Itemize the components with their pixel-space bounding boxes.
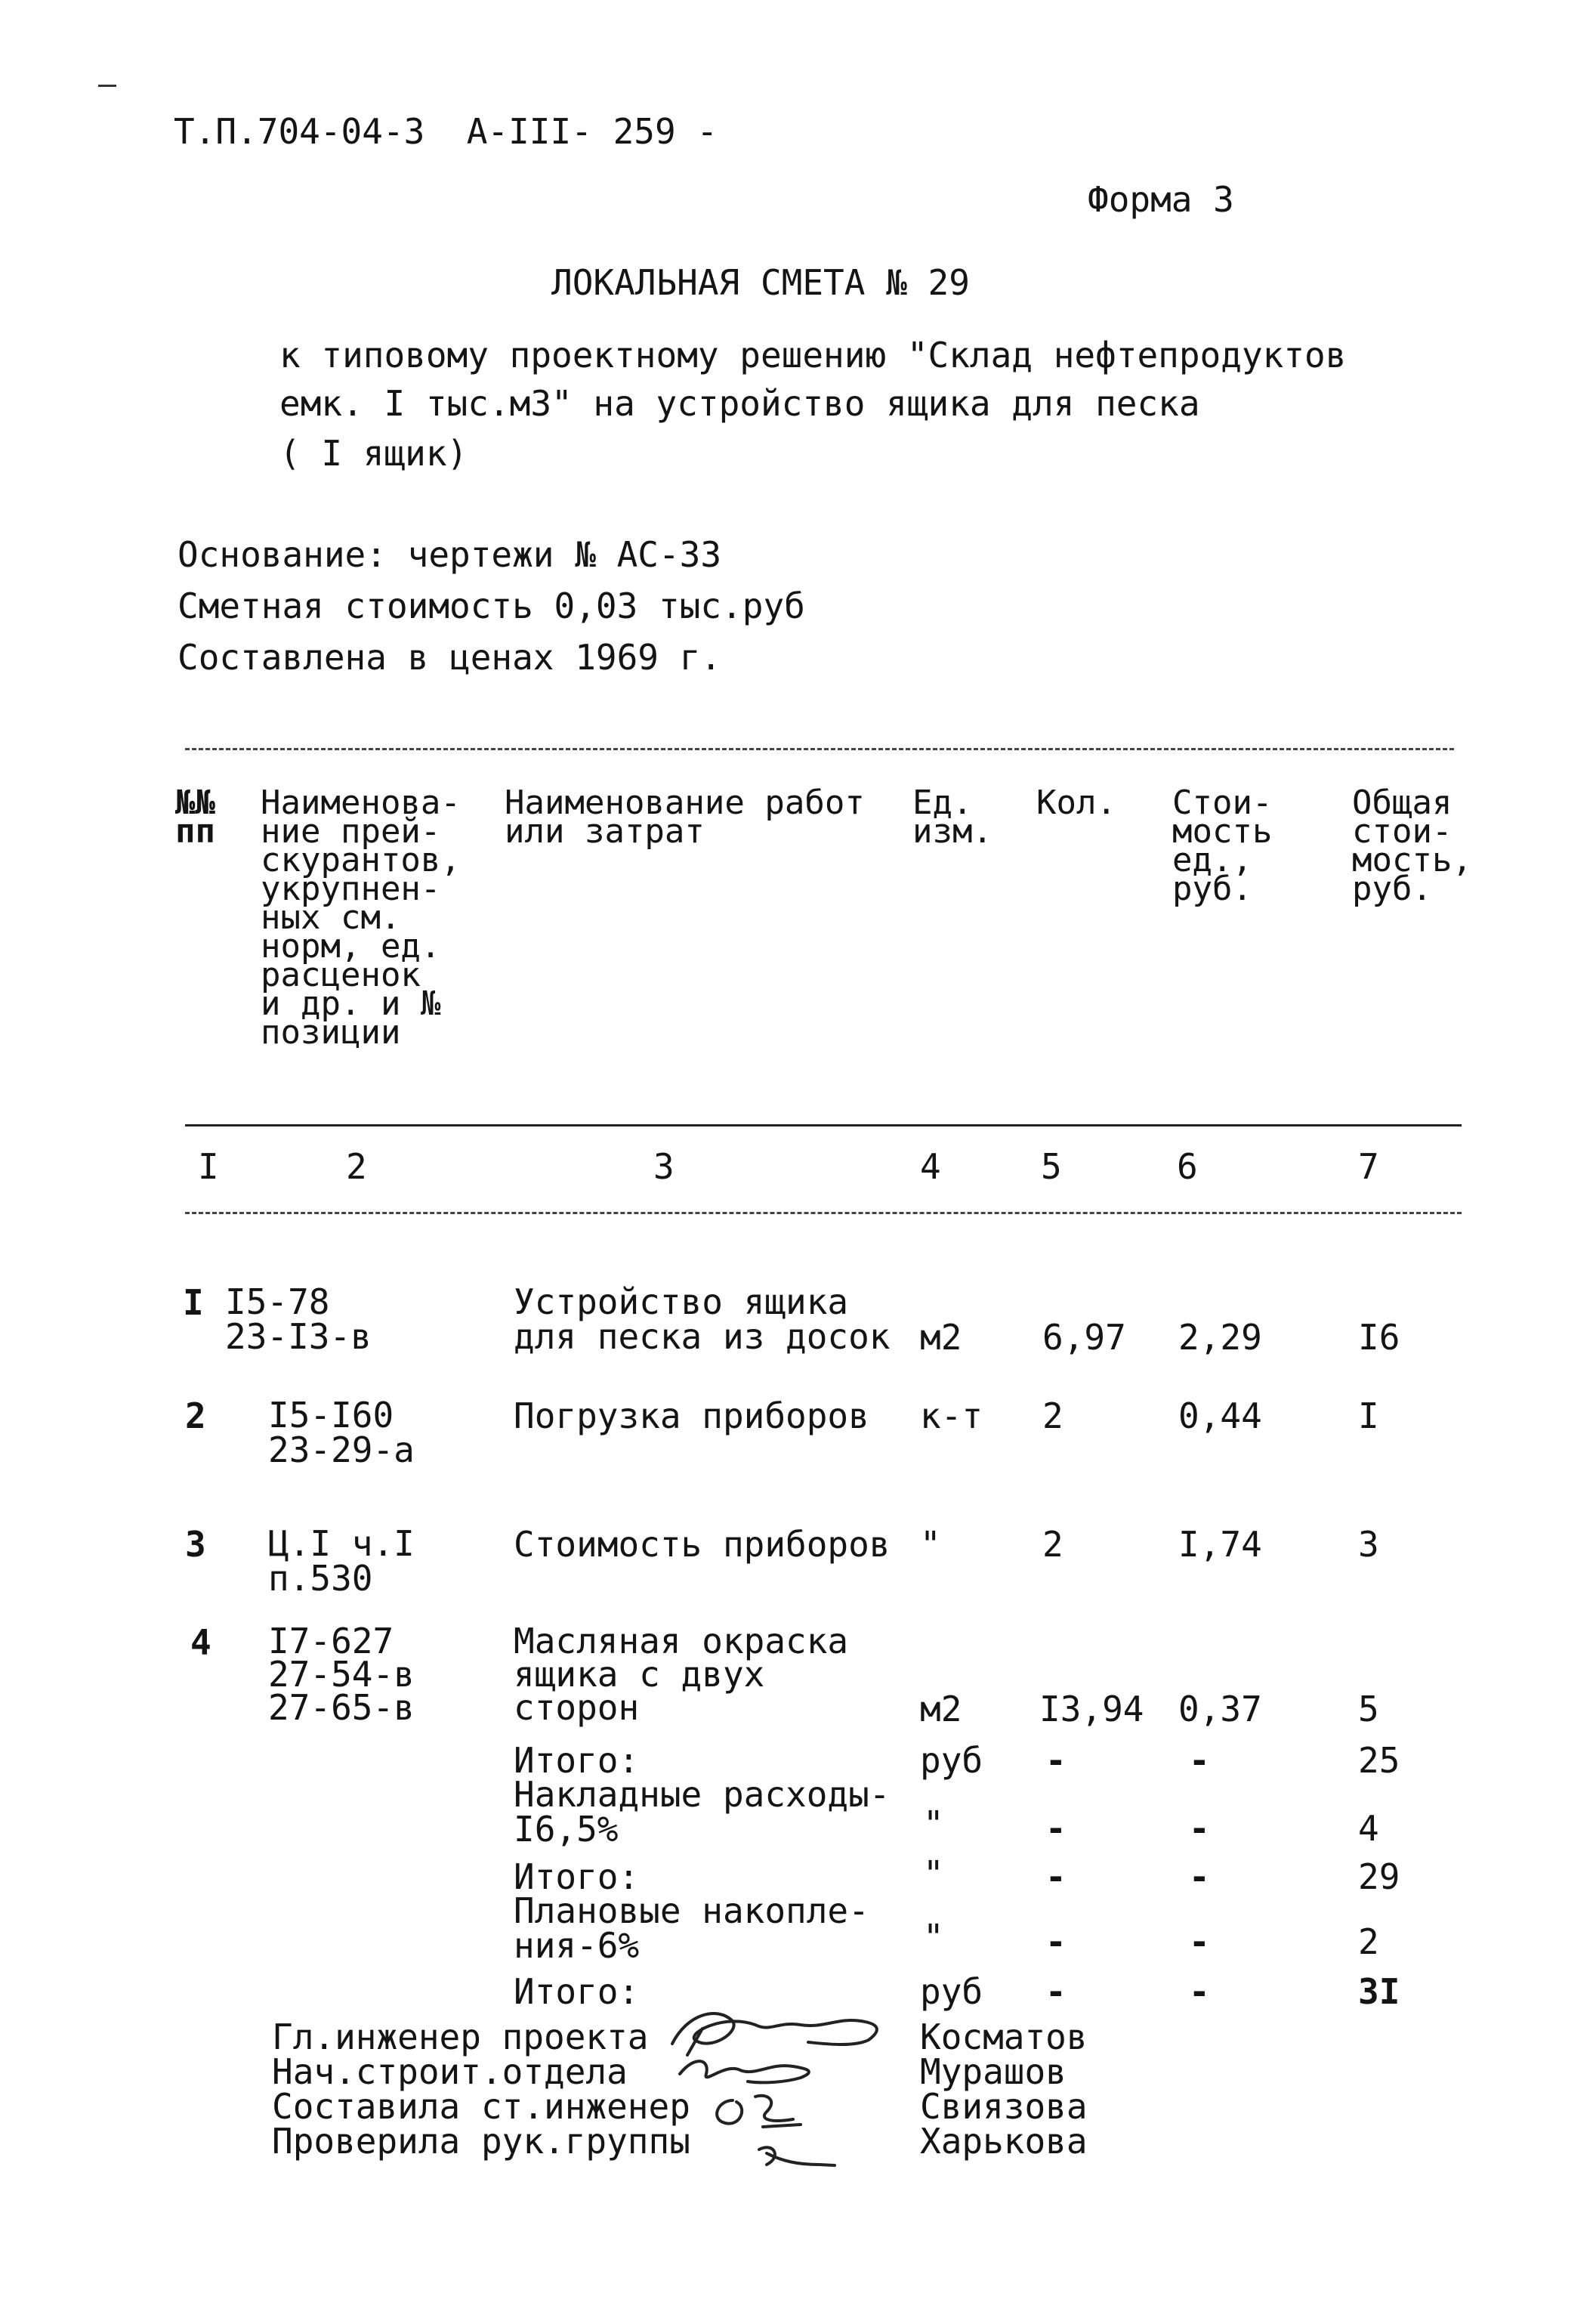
row-3-name: Стоимость приборов	[514, 1524, 891, 1565]
header-unit-cost: Стои- мость ед., руб.	[1172, 783, 1273, 908]
signature-role-4: Проверила рук.группы	[272, 2121, 690, 2162]
header-total-cost: Общая стои- мость, руб.	[1352, 783, 1472, 908]
signature-name-2: Мурашов	[920, 2051, 1067, 2092]
summary-4-unit: "	[923, 1917, 944, 1958]
column-number-4: 4	[920, 1146, 941, 1187]
row-4-qty: I3,94	[1039, 1689, 1144, 1729]
row-2-qty: 2	[1042, 1395, 1063, 1436]
header-work-name: Наименование работ или затрат	[505, 783, 865, 851]
header-price-list: Наименова- ние прей- скурантов, укрупнен- ных см. норм, ед. расценок и др. и № позиции	[261, 783, 461, 1052]
summary-2-total: 4	[1358, 1808, 1379, 1849]
signature-role-2: Нач.строит.отдела	[272, 2051, 628, 2092]
row-2-total: I	[1358, 1395, 1379, 1436]
summary-1-total: 25	[1358, 1740, 1400, 1781]
summary-3-qty: -	[1045, 1856, 1067, 1897]
summary-5-total: 3I	[1358, 1971, 1400, 2012]
row-3-qty: 2	[1042, 1524, 1063, 1565]
document-code: Т.П.704-04-3 А-III- 259 -	[174, 111, 718, 152]
row-2-num: 2	[185, 1395, 206, 1436]
column-number-5: 5	[1041, 1146, 1062, 1187]
summary-1-qty: -	[1045, 1740, 1067, 1781]
summary-4-qty: -	[1045, 1921, 1067, 1962]
row-2-unit: к-т	[920, 1395, 983, 1436]
subtitle-line-2: емк. I тыс.м3" на устройство ящика для песка	[279, 383, 1200, 424]
row-3-unit: "	[920, 1524, 941, 1565]
row-1-num: I	[183, 1282, 204, 1323]
summary-3-total: 29	[1358, 1856, 1400, 1897]
row-4-unit: м2	[920, 1689, 962, 1729]
estimated-cost: Сметная стоимость 0,03 тыс.руб	[178, 586, 805, 626]
row-3-codes: Ц.I ч.I п.530	[268, 1523, 415, 1599]
handwritten-signature-4	[736, 2123, 857, 2183]
row-1-unit: м2	[920, 1317, 962, 1358]
summary-2-qty: -	[1045, 1808, 1067, 1849]
table-top-rule	[185, 748, 1454, 750]
row-2-name: Погрузка приборов	[514, 1395, 869, 1436]
header-bottom-rule	[185, 1124, 1462, 1127]
row-4-total: 5	[1358, 1689, 1379, 1729]
price-year: Составлена в ценах 1969 г.	[178, 637, 722, 678]
header-unit: Ед. изм.	[912, 783, 992, 851]
row-3-price: I,74	[1178, 1524, 1262, 1565]
row-1-codes: I5-78 23-I3-в	[225, 1281, 372, 1357]
summary-5-qty: -	[1045, 1971, 1067, 2012]
row-1-name: Устройство ящика для песка из досок	[514, 1281, 891, 1357]
summary-4-price: -	[1189, 1921, 1210, 1962]
header-qty: Кол.	[1036, 783, 1116, 822]
summary-4-label: Плановые накопле- ния-6%	[514, 1890, 869, 1966]
signature-name-3: Свиязова	[920, 2086, 1088, 2127]
signature-name-1: Косматов	[920, 2017, 1088, 2057]
basis: Основание: чертежи № АС-33	[178, 534, 722, 575]
header-num: №№ пп	[175, 783, 215, 851]
row-2-codes: I5-I60 23-29-а	[268, 1395, 415, 1470]
column-number-1: I	[198, 1146, 219, 1187]
row-4-price: 0,37	[1178, 1689, 1262, 1729]
page-title: ЛОКАЛЬНАЯ СМЕТА № 29	[551, 262, 970, 303]
summary-3-label: Итого:	[514, 1856, 640, 1897]
row-1-total: I6	[1358, 1317, 1400, 1358]
summary-3-unit: "	[923, 1853, 944, 1894]
row-1-price: 2,29	[1178, 1317, 1262, 1358]
column-number-7: 7	[1358, 1146, 1379, 1187]
summary-5-label: Итого:	[514, 1971, 640, 2012]
column-number-2: 2	[346, 1146, 367, 1187]
column-number-3: 3	[653, 1146, 675, 1187]
corner-mark	[98, 85, 116, 87]
column-number-6: 6	[1177, 1146, 1198, 1187]
summary-5-price: -	[1189, 1971, 1210, 2012]
signature-name-4: Харькова	[920, 2121, 1088, 2162]
form-number: Форма 3	[1088, 179, 1234, 220]
summary-1-price: -	[1189, 1740, 1210, 1781]
summary-1-label: Итого:	[514, 1740, 640, 1781]
row-4-name: Масляная окраска ящика с двух сторон	[514, 1621, 849, 1728]
column-numbers-bottom-rule	[185, 1212, 1462, 1214]
row-2-price: 0,44	[1178, 1395, 1262, 1436]
row-1-qty: 6,97	[1042, 1317, 1126, 1358]
summary-2-price: -	[1189, 1808, 1210, 1849]
row-3-total: 3	[1358, 1524, 1379, 1565]
summary-1-unit: руб	[920, 1740, 983, 1781]
signature-role-1: Гл.инженер проекта	[272, 2017, 649, 2057]
summary-5-unit: руб	[920, 1971, 983, 2012]
subtitle-line-1: к типовому проектному решению "Склад нефтепродуктов	[279, 335, 1347, 376]
row-4-num: 4	[190, 1622, 211, 1663]
summary-4-total: 2	[1358, 1921, 1379, 1962]
row-4-codes: I7-627 27-54-в 27-65-в	[268, 1621, 415, 1728]
row-3-num: 3	[185, 1524, 206, 1565]
subtitle-line-3: ( I ящик)	[279, 433, 468, 474]
summary-2-label: Накладные расходы- I6,5%	[514, 1774, 891, 1850]
signature-role-3: Составила ст.инженер	[272, 2086, 690, 2127]
summary-3-price: -	[1189, 1856, 1210, 1897]
summary-2-unit: "	[923, 1803, 944, 1844]
